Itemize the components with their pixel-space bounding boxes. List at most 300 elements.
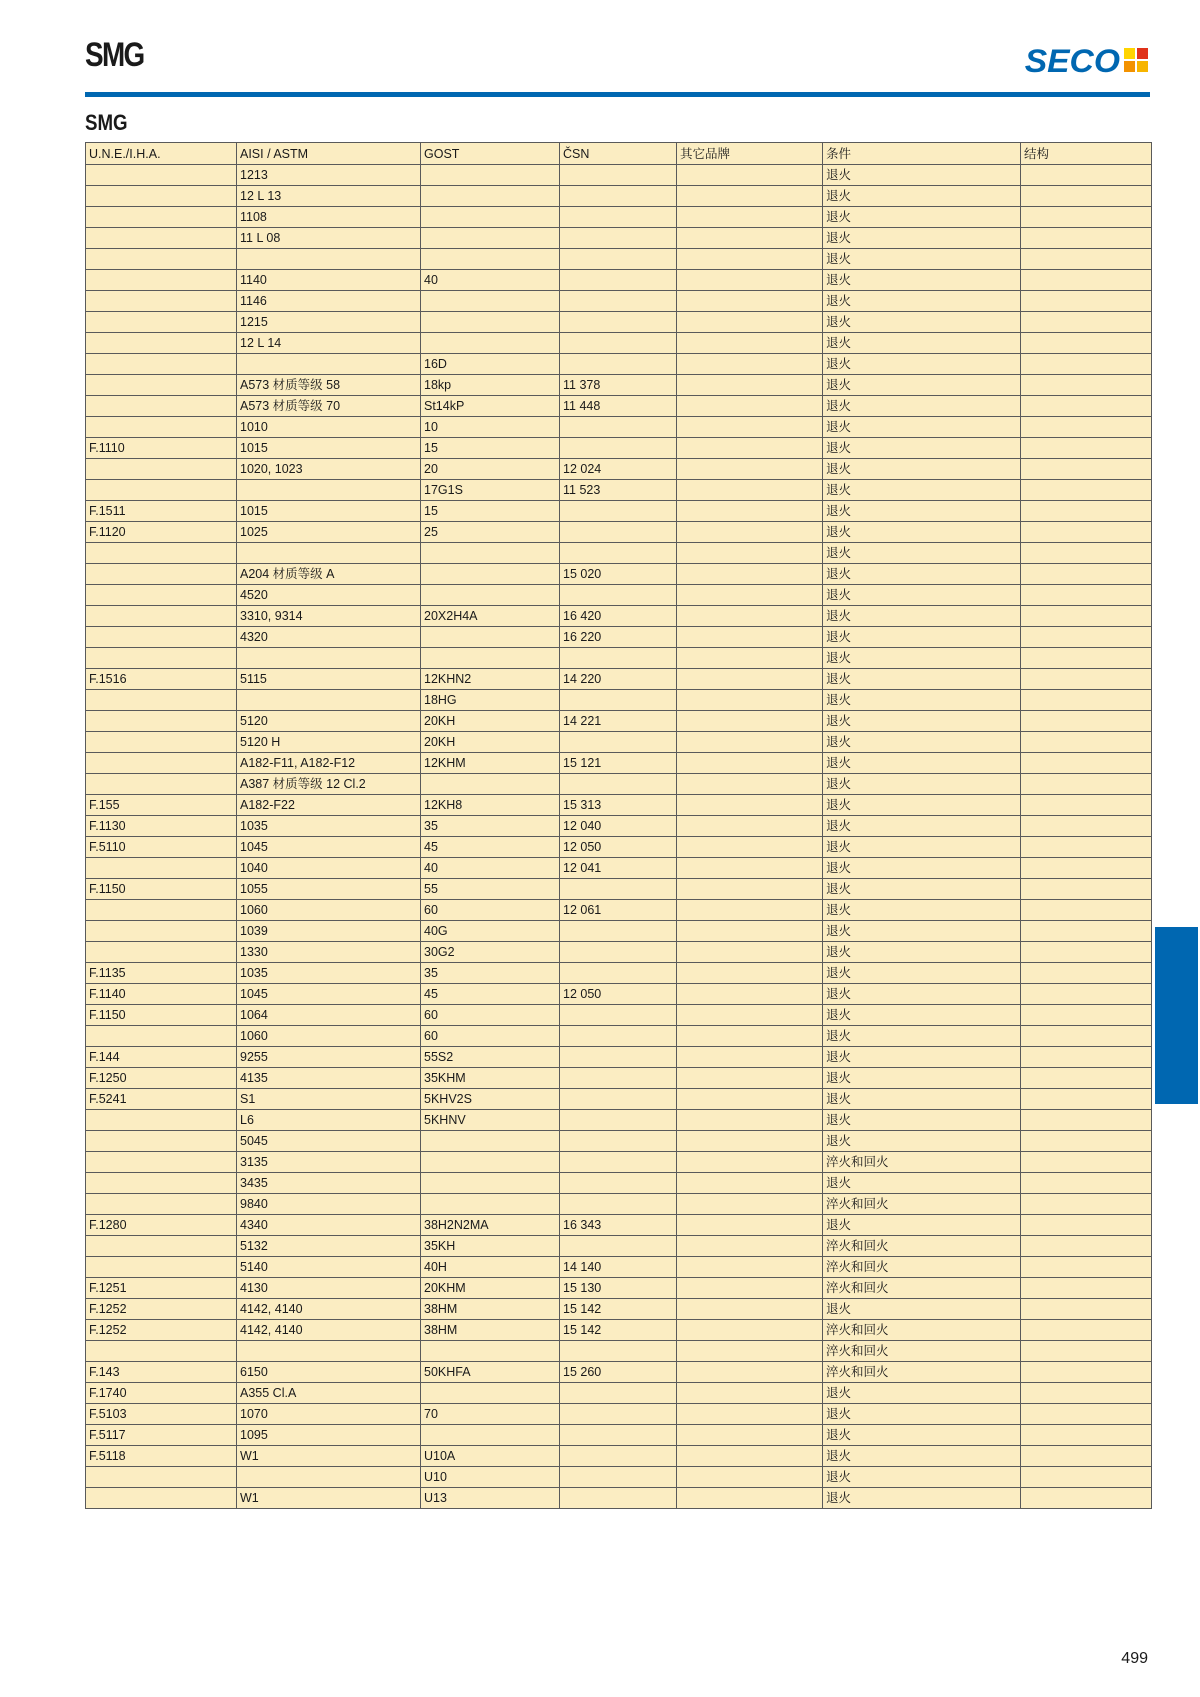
cell-une-iha [86, 354, 237, 375]
cell-structure [1021, 606, 1152, 627]
cell-csn [560, 1404, 677, 1425]
cell-csn [560, 1383, 677, 1404]
cell-aisi-astm: 6150 [237, 1362, 421, 1383]
cell-une-iha [86, 1152, 237, 1173]
cell-other-brand [677, 732, 823, 753]
table-row [86, 1341, 1152, 1362]
cell-gost: 12KHN2 [421, 669, 560, 690]
cell-gost: 40H [421, 1257, 560, 1278]
cell-structure [1021, 984, 1152, 1005]
cell-other-brand [677, 207, 823, 228]
cell-other-brand [677, 1194, 823, 1215]
cell-csn: 14 220 [560, 669, 677, 690]
cell-structure [1021, 1047, 1152, 1068]
table-row [86, 1131, 1152, 1152]
cell-csn [560, 501, 677, 522]
cell-gost: 40 [421, 858, 560, 879]
cell-aisi-astm: 1215 [237, 312, 421, 333]
cell-other-brand [677, 1383, 823, 1404]
cell-csn [560, 1446, 677, 1467]
cell-aisi-astm: 1040 [237, 858, 421, 879]
cell-other-brand [677, 1362, 823, 1383]
cell-structure [1021, 543, 1152, 564]
table-row [86, 1446, 1152, 1467]
cell-gost [421, 543, 560, 564]
cell-csn: 15 121 [560, 753, 677, 774]
cell-csn: 15 142 [560, 1320, 677, 1341]
cell-other-brand [677, 1005, 823, 1026]
cell-csn [560, 438, 677, 459]
table-row [86, 900, 1152, 921]
cell-structure [1021, 711, 1152, 732]
cell-aisi-astm: 3135 [237, 1152, 421, 1173]
table-row [86, 501, 1152, 522]
cell-other-brand [677, 1320, 823, 1341]
cell-other-brand [677, 312, 823, 333]
cell-condition: 退火 [823, 228, 1021, 249]
table-row [86, 585, 1152, 606]
cell-condition: 退火 [823, 1131, 1021, 1152]
table-row [86, 921, 1152, 942]
cell-une-iha [86, 1257, 237, 1278]
cell-une-iha [86, 1341, 237, 1362]
cell-gost: 38H2N2MA [421, 1215, 560, 1236]
seco-logo [1025, 43, 1150, 79]
cell-condition: 退火 [823, 900, 1021, 921]
cell-gost [421, 1383, 560, 1404]
cell-csn [560, 921, 677, 942]
cell-structure [1021, 1425, 1152, 1446]
cell-gost [421, 585, 560, 606]
cell-condition: 退火 [823, 354, 1021, 375]
table-row [86, 228, 1152, 249]
cell-gost: 18HG [421, 690, 560, 711]
cell-condition: 退火 [823, 1173, 1021, 1194]
cell-csn [560, 1152, 677, 1173]
table-row [86, 354, 1152, 375]
header-cell-other-brand: 其它品牌 [677, 143, 823, 165]
cell-gost: 45 [421, 984, 560, 1005]
cell-csn [560, 522, 677, 543]
page-number: 499 [1121, 1650, 1148, 1667]
cell-structure [1021, 900, 1152, 921]
cell-aisi-astm: 4130 [237, 1278, 421, 1299]
cell-structure [1021, 1110, 1152, 1131]
cell-gost: 35KH [421, 1236, 560, 1257]
cell-une-iha: F.1516 [86, 669, 237, 690]
cell-une-iha [86, 459, 237, 480]
table-row [86, 1215, 1152, 1236]
cell-structure [1021, 963, 1152, 984]
table-row [86, 1257, 1152, 1278]
cell-other-brand [677, 963, 823, 984]
cell-csn [560, 1194, 677, 1215]
cell-aisi-astm: A204 材质等级 A [237, 564, 421, 585]
cell-other-brand [677, 1446, 823, 1467]
cell-gost [421, 1173, 560, 1194]
cell-structure [1021, 816, 1152, 837]
cell-une-iha: F.1511 [86, 501, 237, 522]
cell-gost [421, 1341, 560, 1362]
cell-gost: 50KHFA [421, 1362, 560, 1383]
cell-csn: 16 220 [560, 627, 677, 648]
cell-csn [560, 1488, 677, 1509]
cell-condition: 退火 [823, 438, 1021, 459]
cell-other-brand [677, 333, 823, 354]
cell-gost: 20KH [421, 732, 560, 753]
cell-csn [560, 207, 677, 228]
cell-other-brand [677, 795, 823, 816]
cell-other-brand [677, 837, 823, 858]
cell-gost [421, 291, 560, 312]
cell-condition: 退火 [823, 501, 1021, 522]
cell-aisi-astm: 4142, 4140 [237, 1299, 421, 1320]
cell-condition: 淬火和回火 [823, 1152, 1021, 1173]
table-row [86, 1383, 1152, 1404]
cell-condition: 退火 [823, 480, 1021, 501]
cell-une-iha [86, 291, 237, 312]
cell-csn: 14 140 [560, 1257, 677, 1278]
cell-other-brand [677, 1425, 823, 1446]
cell-structure [1021, 690, 1152, 711]
cell-other-brand [677, 879, 823, 900]
cell-condition: 退火 [823, 312, 1021, 333]
cell-aisi-astm: 1035 [237, 963, 421, 984]
cell-csn [560, 732, 677, 753]
cell-csn: 12 061 [560, 900, 677, 921]
cell-condition: 退火 [823, 165, 1021, 186]
cell-aisi-astm [237, 690, 421, 711]
cell-gost: 60 [421, 1005, 560, 1026]
cell-gost: 55S2 [421, 1047, 560, 1068]
cell-condition: 退火 [823, 942, 1021, 963]
cell-aisi-astm: 1039 [237, 921, 421, 942]
table-row [86, 1320, 1152, 1341]
cell-une-iha: F.1250 [86, 1068, 237, 1089]
cell-aisi-astm: 1108 [237, 207, 421, 228]
cell-other-brand [677, 753, 823, 774]
cell-csn [560, 1341, 677, 1362]
cell-csn [560, 879, 677, 900]
cell-une-iha [86, 564, 237, 585]
cell-csn [560, 186, 677, 207]
cell-une-iha [86, 249, 237, 270]
cell-une-iha [86, 417, 237, 438]
cell-aisi-astm: A573 材质等级 58 [237, 375, 421, 396]
cell-condition: 退火 [823, 963, 1021, 984]
cell-condition: 淬火和回火 [823, 1194, 1021, 1215]
cell-gost [421, 207, 560, 228]
cell-condition: 退火 [823, 858, 1021, 879]
cell-condition: 退火 [823, 1026, 1021, 1047]
cell-other-brand [677, 648, 823, 669]
cell-csn [560, 417, 677, 438]
cell-une-iha [86, 1488, 237, 1509]
table-row [86, 1425, 1152, 1446]
cell-csn [560, 1047, 677, 1068]
cell-other-brand [677, 165, 823, 186]
cell-other-brand [677, 564, 823, 585]
cell-structure [1021, 291, 1152, 312]
cell-une-iha [86, 753, 237, 774]
cell-condition: 退火 [823, 333, 1021, 354]
cell-other-brand [677, 291, 823, 312]
table-row [86, 333, 1152, 354]
cell-une-iha [86, 480, 237, 501]
table-row [86, 1110, 1152, 1131]
cell-gost: 20 [421, 459, 560, 480]
cell-structure [1021, 312, 1152, 333]
cell-aisi-astm: 9255 [237, 1047, 421, 1068]
cell-condition: 退火 [823, 921, 1021, 942]
cell-gost: 12KHM [421, 753, 560, 774]
table-row [86, 543, 1152, 564]
cell-csn: 11 378 [560, 375, 677, 396]
cell-csn [560, 942, 677, 963]
cell-une-iha [86, 732, 237, 753]
cell-csn [560, 1173, 677, 1194]
cell-structure [1021, 1257, 1152, 1278]
cell-structure [1021, 186, 1152, 207]
table-row [86, 879, 1152, 900]
cell-une-iha: F.1150 [86, 1005, 237, 1026]
cell-aisi-astm [237, 480, 421, 501]
table-row [86, 669, 1152, 690]
cell-gost: U13 [421, 1488, 560, 1509]
cell-other-brand [677, 1299, 823, 1320]
cell-gost [421, 1152, 560, 1173]
cell-other-brand [677, 900, 823, 921]
table-row [86, 753, 1152, 774]
cell-other-brand [677, 1068, 823, 1089]
cell-aisi-astm: 1064 [237, 1005, 421, 1026]
table-row [86, 522, 1152, 543]
cell-condition: 退火 [823, 690, 1021, 711]
cell-other-brand [677, 1110, 823, 1131]
cell-structure [1021, 585, 1152, 606]
table-row [86, 963, 1152, 984]
cell-aisi-astm: A387 材质等级 12 Cl.2 [237, 774, 421, 795]
table-row [86, 1236, 1152, 1257]
cell-condition: 淬火和回火 [823, 1278, 1021, 1299]
table-row [86, 1152, 1152, 1173]
cell-structure [1021, 879, 1152, 900]
cell-structure [1021, 1215, 1152, 1236]
cell-structure [1021, 438, 1152, 459]
cell-gost [421, 165, 560, 186]
cell-structure [1021, 375, 1152, 396]
cell-structure [1021, 480, 1152, 501]
cell-gost: 40 [421, 270, 560, 291]
cell-gost: 20X2H4A [421, 606, 560, 627]
cell-structure [1021, 270, 1152, 291]
cell-condition: 退火 [823, 816, 1021, 837]
cell-structure [1021, 837, 1152, 858]
cell-csn [560, 165, 677, 186]
material-table [85, 142, 1152, 1509]
cell-gost [421, 312, 560, 333]
cell-csn [560, 1068, 677, 1089]
cell-aisi-astm [237, 354, 421, 375]
table-row [86, 1362, 1152, 1383]
cell-aisi-astm: 5120 [237, 711, 421, 732]
cell-condition: 淬火和回火 [823, 1362, 1021, 1383]
cell-condition: 退火 [823, 606, 1021, 627]
table-row [86, 1026, 1152, 1047]
cell-csn [560, 1005, 677, 1026]
cell-une-iha [86, 711, 237, 732]
cell-aisi-astm [237, 1467, 421, 1488]
cell-other-brand [677, 1236, 823, 1257]
cell-une-iha: F.1251 [86, 1278, 237, 1299]
header-cell-condition: 条件 [823, 143, 1021, 165]
cell-une-iha [86, 585, 237, 606]
cell-csn: 15 020 [560, 564, 677, 585]
cell-csn [560, 585, 677, 606]
cell-condition: 退火 [823, 375, 1021, 396]
cell-other-brand [677, 858, 823, 879]
cell-une-iha: F.5110 [86, 837, 237, 858]
table-row [86, 480, 1152, 501]
table-row [86, 270, 1152, 291]
cell-csn [560, 1467, 677, 1488]
cell-une-iha [86, 921, 237, 942]
cell-gost [421, 774, 560, 795]
cell-une-iha: F.1135 [86, 963, 237, 984]
cell-une-iha: F.143 [86, 1362, 237, 1383]
cell-csn: 16 420 [560, 606, 677, 627]
cell-gost: 35 [421, 963, 560, 984]
cell-csn [560, 312, 677, 333]
cell-aisi-astm: 11 L 08 [237, 228, 421, 249]
cell-csn [560, 543, 677, 564]
cell-condition: 退火 [823, 837, 1021, 858]
cell-aisi-astm: 12 L 13 [237, 186, 421, 207]
cell-csn [560, 1236, 677, 1257]
cell-une-iha [86, 333, 237, 354]
cell-csn: 12 050 [560, 984, 677, 1005]
cell-aisi-astm: 1020, 1023 [237, 459, 421, 480]
cell-aisi-astm [237, 1341, 421, 1362]
cell-csn [560, 333, 677, 354]
cell-other-brand [677, 396, 823, 417]
cell-structure [1021, 921, 1152, 942]
cell-gost: 70 [421, 1404, 560, 1425]
table-row [86, 1173, 1152, 1194]
cell-gost [421, 1194, 560, 1215]
cell-gost: 20KH [421, 711, 560, 732]
cell-une-iha [86, 165, 237, 186]
cell-une-iha [86, 543, 237, 564]
table-row [86, 774, 1152, 795]
cell-other-brand [677, 438, 823, 459]
cell-une-iha: F.1140 [86, 984, 237, 1005]
cell-aisi-astm: 3435 [237, 1173, 421, 1194]
header-cell-structure: 结构 [1021, 143, 1152, 165]
cell-gost: 20KHM [421, 1278, 560, 1299]
cell-structure [1021, 564, 1152, 585]
cell-aisi-astm: 1025 [237, 522, 421, 543]
cell-gost: 38HM [421, 1320, 560, 1341]
cell-other-brand [677, 1404, 823, 1425]
cell-other-brand [677, 186, 823, 207]
cell-aisi-astm: 1045 [237, 984, 421, 1005]
cell-other-brand [677, 921, 823, 942]
cell-une-iha [86, 1173, 237, 1194]
header-rule [85, 92, 1150, 97]
cell-une-iha: F.1150 [86, 879, 237, 900]
cell-aisi-astm: 1060 [237, 1026, 421, 1047]
cell-gost: 40G [421, 921, 560, 942]
cell-other-brand [677, 1089, 823, 1110]
cell-condition: 退火 [823, 795, 1021, 816]
cell-structure [1021, 1383, 1152, 1404]
cell-structure [1021, 1005, 1152, 1026]
cell-condition: 退火 [823, 879, 1021, 900]
header-cell-gost: GOST [421, 143, 560, 165]
cell-other-brand [677, 942, 823, 963]
cell-aisi-astm: L6 [237, 1110, 421, 1131]
cell-gost: U10 [421, 1467, 560, 1488]
cell-other-brand [677, 501, 823, 522]
table-row [86, 627, 1152, 648]
cell-structure [1021, 732, 1152, 753]
cell-aisi-astm: 1213 [237, 165, 421, 186]
cell-structure [1021, 753, 1152, 774]
cell-condition: 退火 [823, 522, 1021, 543]
cell-aisi-astm [237, 543, 421, 564]
table-row [86, 606, 1152, 627]
cell-condition: 退火 [823, 774, 1021, 795]
header-cell-une-iha: U.N.E./I.H.A. [86, 143, 237, 165]
cell-aisi-astm: 1095 [237, 1425, 421, 1446]
cell-other-brand [677, 270, 823, 291]
cell-structure [1021, 1173, 1152, 1194]
cell-aisi-astm: A182-F11, A182-F12 [237, 753, 421, 774]
cell-structure [1021, 858, 1152, 879]
table-row [86, 1488, 1152, 1509]
table-row [86, 417, 1152, 438]
cell-aisi-astm: 12 L 14 [237, 333, 421, 354]
cell-csn: 15 142 [560, 1299, 677, 1320]
cell-une-iha: F.5103 [86, 1404, 237, 1425]
cell-une-iha [86, 270, 237, 291]
table-row [86, 711, 1152, 732]
cell-aisi-astm: W1 [237, 1488, 421, 1509]
cell-gost: 60 [421, 1026, 560, 1047]
cell-csn: 15 130 [560, 1278, 677, 1299]
cell-csn [560, 228, 677, 249]
cell-aisi-astm: 5132 [237, 1236, 421, 1257]
cell-aisi-astm: 5115 [237, 669, 421, 690]
cell-other-brand [677, 1215, 823, 1236]
cell-structure [1021, 1488, 1152, 1509]
cell-aisi-astm [237, 249, 421, 270]
cell-condition: 退火 [823, 585, 1021, 606]
cell-aisi-astm: 4320 [237, 627, 421, 648]
cell-aisi-astm: 4340 [237, 1215, 421, 1236]
cell-gost [421, 228, 560, 249]
cell-gost: 25 [421, 522, 560, 543]
cell-gost: 5KHV2S [421, 1089, 560, 1110]
table-row [86, 1005, 1152, 1026]
cell-condition: 退火 [823, 1089, 1021, 1110]
cell-structure [1021, 1467, 1152, 1488]
cell-une-iha: F.5241 [86, 1089, 237, 1110]
table-row [86, 459, 1152, 480]
cell-structure [1021, 1152, 1152, 1173]
cell-gost: 17G1S [421, 480, 560, 501]
